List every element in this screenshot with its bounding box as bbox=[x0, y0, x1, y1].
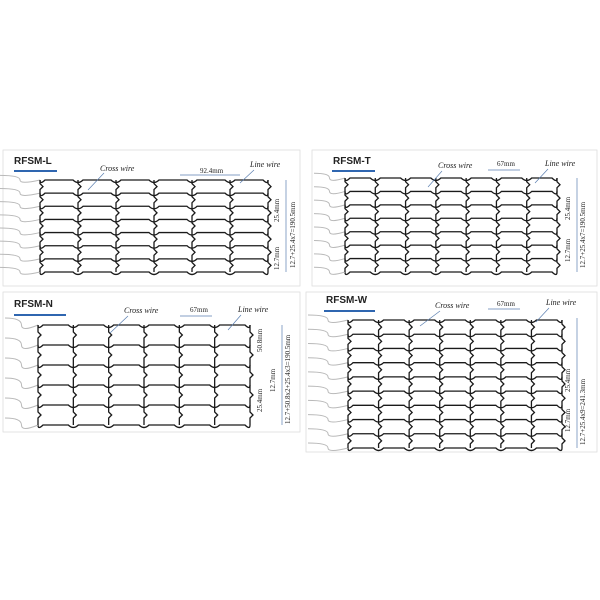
line-wire bbox=[40, 272, 268, 275]
edge-dimension-label: 12.7mm bbox=[269, 368, 277, 392]
cross-wire bbox=[470, 320, 473, 448]
cross-wire bbox=[436, 178, 439, 272]
line-wire bbox=[348, 420, 562, 423]
selvage-wire bbox=[0, 254, 40, 261]
line-wire bbox=[345, 259, 557, 262]
line-wire bbox=[348, 334, 562, 337]
panel-title: RFSM-N bbox=[14, 299, 53, 310]
edge-dimension-label: 12.7mm bbox=[273, 246, 281, 270]
line-wire-label: Line wire bbox=[546, 298, 577, 307]
selvage-wire bbox=[0, 189, 40, 196]
selvage-wire bbox=[314, 214, 345, 221]
line-wire bbox=[38, 425, 250, 428]
cross-wire bbox=[179, 325, 182, 425]
selvage-wire bbox=[314, 227, 345, 234]
cross-wire bbox=[109, 325, 112, 425]
cross-wire bbox=[38, 325, 41, 425]
mesh bbox=[0, 175, 271, 274]
selvage-wire bbox=[308, 315, 348, 322]
selvage-wire bbox=[0, 175, 40, 182]
selvage-wire bbox=[5, 378, 38, 389]
cross-wire-label: Cross wire bbox=[124, 306, 159, 315]
selvage-wire bbox=[314, 200, 345, 207]
cross-wire bbox=[348, 320, 351, 448]
cross-wire bbox=[73, 325, 76, 425]
line-wire bbox=[348, 391, 562, 394]
panel-rfsm-l bbox=[0, 150, 300, 286]
cross-wire bbox=[375, 178, 378, 272]
cross-wire bbox=[78, 180, 81, 272]
panel-title: RFSM-W bbox=[326, 295, 368, 306]
line-wire bbox=[348, 448, 562, 451]
line-wire bbox=[348, 320, 562, 323]
pitch-dimension-label: 25.4mm bbox=[273, 198, 281, 222]
cross-wire bbox=[466, 178, 469, 272]
panel-rfsm-t bbox=[312, 150, 597, 286]
cross-wire bbox=[496, 178, 499, 272]
total-dimension-label: 12.7+25.4x9=241.3mm bbox=[579, 378, 587, 445]
selvage-wire bbox=[314, 254, 345, 261]
cross-wire bbox=[531, 320, 534, 448]
spacing-label: 67mm bbox=[497, 160, 515, 168]
line-wire bbox=[345, 232, 557, 235]
line-wire-leader bbox=[535, 169, 548, 183]
cross-wire bbox=[379, 320, 382, 448]
selvage-wire bbox=[308, 415, 348, 422]
selvage-wire bbox=[308, 343, 348, 350]
edge-dimension-label: 12.7mm bbox=[564, 238, 572, 262]
selvage-wire bbox=[5, 318, 38, 329]
total-dimension-label: 12.7+25.4x7=190.5mm bbox=[289, 201, 297, 268]
cross-wire bbox=[192, 180, 195, 272]
cross-wire bbox=[345, 178, 348, 272]
line-wire-leader bbox=[228, 315, 241, 330]
total-dimension-label: 12.7+50.8x2+25.4x3=190.5mm bbox=[284, 334, 292, 424]
panel-rfsm-w bbox=[306, 292, 597, 452]
line-wire-leader bbox=[240, 170, 254, 183]
selvage-wire bbox=[308, 443, 348, 450]
cross-wire bbox=[230, 180, 233, 272]
line-wire bbox=[348, 377, 562, 380]
line-wire bbox=[345, 178, 557, 181]
cross-wire bbox=[215, 325, 218, 425]
selvage-wire bbox=[314, 240, 345, 247]
line-wire-label: Line wire bbox=[250, 160, 281, 169]
selvage-wire bbox=[308, 358, 348, 365]
cross-wire bbox=[409, 320, 412, 448]
panel-title: RFSM-T bbox=[333, 156, 371, 167]
cross-wire bbox=[116, 180, 119, 272]
cross-wire bbox=[527, 178, 530, 272]
line-wire bbox=[348, 405, 562, 408]
cross-wire bbox=[144, 325, 147, 425]
selvage-wire bbox=[308, 329, 348, 336]
pitch-dimension-label: 25.4mm bbox=[564, 196, 572, 220]
line-wire bbox=[348, 363, 562, 366]
cross-wire bbox=[557, 178, 560, 272]
pitch-dimension-label: 50.8mm bbox=[256, 328, 264, 352]
line-wire bbox=[345, 218, 557, 221]
selvage-wire bbox=[5, 418, 38, 429]
cross-wire-leader bbox=[88, 173, 104, 190]
selvage-wire bbox=[308, 429, 348, 436]
line-wire bbox=[345, 191, 557, 194]
cross-wire bbox=[268, 180, 271, 272]
line-wire bbox=[345, 245, 557, 248]
spacing-label: 67mm bbox=[190, 306, 208, 314]
cross-wire-label: Cross wire bbox=[435, 301, 470, 310]
mesh bbox=[308, 315, 565, 450]
selvage-wire bbox=[0, 267, 40, 274]
selvage-wire bbox=[0, 241, 40, 248]
selvage-wire bbox=[314, 173, 345, 180]
cross-wire bbox=[406, 178, 409, 272]
line-wire bbox=[348, 348, 562, 351]
selvage-wire bbox=[5, 398, 38, 409]
cross-wire bbox=[501, 320, 504, 448]
line-wire bbox=[345, 272, 557, 275]
selvage-wire bbox=[0, 215, 40, 222]
line-wire bbox=[348, 434, 562, 437]
cross-wire-label: Cross wire bbox=[438, 161, 473, 170]
selvage-wire bbox=[0, 228, 40, 235]
selvage-wire bbox=[314, 267, 345, 274]
line-wire-label: Line wire bbox=[545, 159, 576, 168]
panel-title: RFSM-L bbox=[14, 156, 52, 167]
cross-wire bbox=[40, 180, 43, 272]
line-wire bbox=[345, 205, 557, 208]
cross-wire bbox=[440, 320, 443, 448]
pitch-dimension-label: 25.4mm bbox=[564, 368, 572, 392]
cross-wire bbox=[154, 180, 157, 272]
selvage-wire bbox=[308, 386, 348, 393]
cross-wire-leader bbox=[420, 311, 440, 326]
selvage-wire bbox=[5, 338, 38, 349]
mesh bbox=[314, 173, 560, 274]
cross-wire-label: Cross wire bbox=[100, 164, 135, 173]
mesh bbox=[5, 318, 253, 429]
pitch2-dimension-label: 25.4mm bbox=[256, 388, 264, 412]
spacing-label: 92.4mm bbox=[200, 167, 224, 175]
panel-rfsm-n bbox=[3, 292, 300, 432]
selvage-wire bbox=[308, 372, 348, 379]
line-wire-label: Line wire bbox=[238, 305, 269, 314]
selvage-wire bbox=[5, 358, 38, 369]
total-dimension-label: 12.7+25.4x7=190.5mm bbox=[579, 201, 587, 268]
selvage-wire bbox=[314, 187, 345, 194]
spacing-label: 67mm bbox=[497, 300, 515, 308]
cross-wire bbox=[250, 325, 253, 425]
selvage-wire bbox=[0, 202, 40, 209]
selvage-wire bbox=[308, 400, 348, 407]
edge-dimension-label: 12.7mm bbox=[564, 408, 572, 432]
